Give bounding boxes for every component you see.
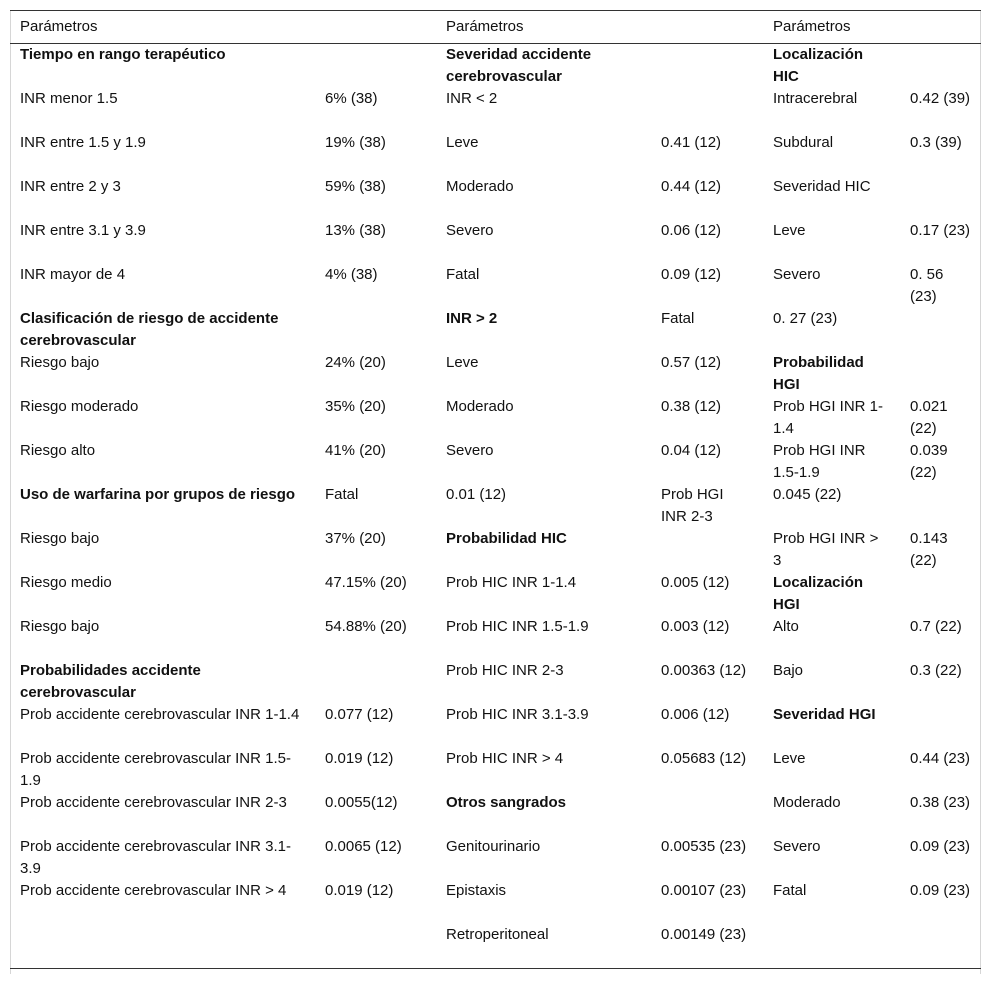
table-row [10, 88, 981, 132]
table-cell: Severidad HGI [773, 706, 876, 723]
table-cell: INR entre 1.5 y 1.9 [20, 134, 146, 151]
table-cell: Severo [773, 266, 821, 283]
table-cell: Leve [446, 354, 479, 371]
table-cell: 37% (20) [325, 530, 386, 547]
header-row [10, 11, 981, 44]
table-cell: Prob HIC INR 1.5-1.9 [446, 618, 589, 635]
table-cell: 0.7 (22) [910, 618, 962, 635]
table-cell [900, 924, 981, 968]
table-cell: Moderado [773, 794, 841, 811]
table-cell: Prob HGI INR 1.5-1.9 [773, 442, 866, 481]
header-cell [900, 11, 981, 44]
table-cell: 0.09 (23) [910, 882, 971, 899]
table-cell: Genitourinario [446, 838, 541, 855]
table-cell: 0.44 (12) [661, 178, 722, 195]
table-cell [315, 924, 436, 968]
table-cell [900, 572, 981, 616]
table-row [10, 924, 981, 968]
table-row [10, 440, 981, 484]
table-cell: 0.039 (22) [910, 442, 948, 481]
table-cell: Fatal [446, 266, 480, 283]
table-cell [651, 792, 763, 836]
table-cell: Severidad HIC [773, 178, 871, 195]
table-cell: INR mayor de 4 [20, 266, 126, 283]
table-cell [651, 88, 763, 132]
table-cell: Fatal [773, 882, 807, 899]
parameters-table [10, 10, 981, 969]
table-cell [900, 352, 981, 396]
table-cell [315, 44, 436, 89]
table-cell: Riesgo medio [20, 574, 112, 591]
table-cell: Prob HIC INR 2-3 [446, 662, 564, 679]
table-row [10, 836, 981, 880]
table-cell: Severo [773, 838, 821, 855]
table-cell: INR entre 2 y 3 [20, 178, 121, 195]
table-cell: 0.00149 (23) [651, 924, 763, 968]
table-cell: 19% (38) [325, 134, 386, 151]
table-row [10, 44, 981, 89]
table-cell: Uso de warfarina por grupos de riesgo [20, 486, 296, 503]
table-cell: Leve [446, 134, 479, 151]
table-cell [900, 704, 981, 748]
table-cell: Clasificación de riesgo de accidente cerebrovascular [20, 310, 279, 349]
table-cell: 0.38 (23) [910, 794, 971, 811]
table-row [10, 748, 981, 792]
table-cell [900, 44, 981, 89]
table-cell: Riesgo bajo [20, 618, 100, 635]
table-cell: 0.077 (12) [325, 706, 394, 723]
table-cell: 0.003 (12) [661, 618, 730, 635]
table-cell: Alto [773, 618, 799, 635]
table-row [10, 572, 981, 616]
table-cell: 13% (38) [325, 222, 386, 239]
table-cell: INR > 2 [446, 310, 498, 327]
table-cell: 0.00363 (12) [661, 662, 747, 679]
table-cell: 35% (20) [325, 398, 386, 415]
table-cell: 0.019 (12) [325, 750, 394, 767]
header-cell [315, 11, 436, 44]
table-cell: 4% (38) [325, 266, 378, 283]
header-cell: Parámetros [10, 11, 315, 44]
table-cell: Probabilidad HGI [773, 354, 864, 393]
table-cell: 0.143 (22) [910, 530, 948, 569]
table-cell: Riesgo alto [20, 442, 96, 459]
table-cell: Fatal [661, 310, 695, 327]
table-cell: Prob accidente cerebrovascular INR 3.1-3.9 [20, 838, 291, 877]
table-cell: INR < 2 [446, 90, 498, 107]
table-cell: Riesgo bajo [20, 354, 100, 371]
table-cell: Epistaxis [446, 882, 507, 899]
table-cell [900, 176, 981, 220]
table-row [10, 880, 981, 924]
table-cell [763, 924, 900, 968]
table-cell: 0.38 (12) [661, 398, 722, 415]
table-cell: 59% (38) [325, 178, 386, 195]
table-cell: Severo [446, 222, 494, 239]
table-row [10, 704, 981, 748]
table-cell: Riesgo bajo [20, 530, 100, 547]
table-cell: 0.06 (12) [661, 222, 722, 239]
header-cell: Parámetros [763, 11, 900, 44]
table-row [10, 484, 981, 528]
table-cell: Riesgo moderado [20, 398, 139, 415]
table-cell: Probabilidad HIC [446, 530, 567, 547]
header-cell: Parámetros [436, 11, 651, 44]
table-cell: Leve [773, 750, 806, 767]
table-row [10, 792, 981, 836]
table-row [10, 264, 981, 308]
table-header [10, 11, 981, 44]
table-cell: 0.006 (12) [661, 706, 730, 723]
table-cell: Prob HIC INR 3.1-3.9 [446, 706, 589, 723]
table-cell [651, 528, 763, 572]
table-cell: Fatal [325, 486, 359, 503]
table-cell: 0.17 (23) [910, 222, 971, 239]
table-cell: 24% (20) [325, 354, 386, 371]
table-cell: 6% (38) [325, 90, 378, 107]
table-cell: 0.04 (12) [661, 442, 722, 459]
table-cell: 0.44 (23) [910, 750, 971, 767]
table-cell: INR entre 3.1 y 3.9 [20, 222, 146, 239]
table-cell: 0. 27 (23) [773, 310, 838, 327]
table-cell: 0.0065 (12) [325, 838, 402, 855]
table-cell: Bajo [773, 662, 804, 679]
table-row [10, 220, 981, 264]
table-row [10, 352, 981, 396]
table-body [10, 44, 981, 969]
table-cell: Prob accidente cerebrovascular INR 2-3 [20, 794, 287, 811]
table-row [10, 132, 981, 176]
table-row [10, 396, 981, 440]
table-cell: Subdural [773, 134, 834, 151]
table-cell: 0. 56 (23) [910, 266, 944, 305]
table-cell: 0.09 (12) [661, 266, 722, 283]
table-row [10, 308, 981, 352]
table-cell [10, 924, 315, 968]
table-cell: 0.41 (12) [661, 134, 722, 151]
table-cell: Severo [446, 442, 494, 459]
table-cell: 0.05683 (12) [661, 750, 747, 767]
table-cell: 0.42 (39) [910, 90, 971, 107]
table-cell: 54.88% (20) [325, 618, 407, 635]
table-cell: 0.019 (12) [325, 882, 394, 899]
table-cell: Prob HIC INR 1-1.4 [446, 574, 577, 591]
table-cell [900, 308, 981, 352]
table-cell: 0.57 (12) [661, 354, 722, 371]
table-cell: Moderado [446, 398, 514, 415]
table-cell [651, 44, 763, 89]
table-cell: Prob HGI INR > 3 [773, 530, 879, 569]
table-cell: Prob accidente cerebrovascular INR > 4 [20, 882, 287, 899]
table-cell: Otros sangrados [446, 794, 567, 811]
table-cell [315, 660, 436, 704]
table-cell [315, 308, 436, 352]
table-cell: 41% (20) [325, 442, 386, 459]
table-cell: Prob HIC INR > 4 [446, 750, 564, 767]
table-cell: 0.00535 (23) [661, 838, 747, 855]
table-cell: 0.045 (22) [773, 486, 842, 503]
table-cell: 0.021 (22) [910, 398, 948, 437]
table-row [10, 528, 981, 572]
table-row [10, 616, 981, 660]
table-cell: Prob HGI INR 2-3 [661, 486, 724, 525]
table-cell: 47.15% (20) [325, 574, 407, 591]
table-cell: Leve [773, 222, 806, 239]
table-cell: INR menor 1.5 [20, 90, 118, 107]
table-cell: Severidad accidente cerebrovascular [446, 46, 592, 85]
table-cell: 0.005 (12) [661, 574, 730, 591]
table-cell: Prob accidente cerebrovascular INR 1-1.4 [20, 706, 300, 723]
table-cell: 0.00107 (23) [661, 882, 747, 899]
header-cell [651, 11, 763, 44]
table-cell: Moderado [446, 178, 514, 195]
table-row [10, 176, 981, 220]
table-cell: 0.3 (22) [910, 662, 962, 679]
table-cell: 0.01 (12) [446, 486, 507, 503]
table-cell: Prob HGI INR 1-1.4 [773, 398, 884, 437]
table-cell: Intracerebral [773, 90, 858, 107]
table-cell [900, 484, 981, 528]
table-cell: Localización HIC [773, 46, 864, 85]
table-cell: 0.3 (39) [910, 134, 962, 151]
table-cell: Probabilidades accidente cerebrovascular [20, 662, 201, 701]
table-cell: Retroperitoneal [436, 924, 651, 968]
table-row [10, 660, 981, 704]
table-cell: Prob accidente cerebrovascular INR 1.5-1.9 [20, 750, 291, 789]
table-cell: 0.09 (23) [910, 838, 971, 855]
table-cell: Localización HGI [773, 574, 864, 613]
table-cell: Tiempo en rango terapéutico [20, 46, 226, 63]
table-cell: 0.0055(12) [325, 794, 398, 811]
